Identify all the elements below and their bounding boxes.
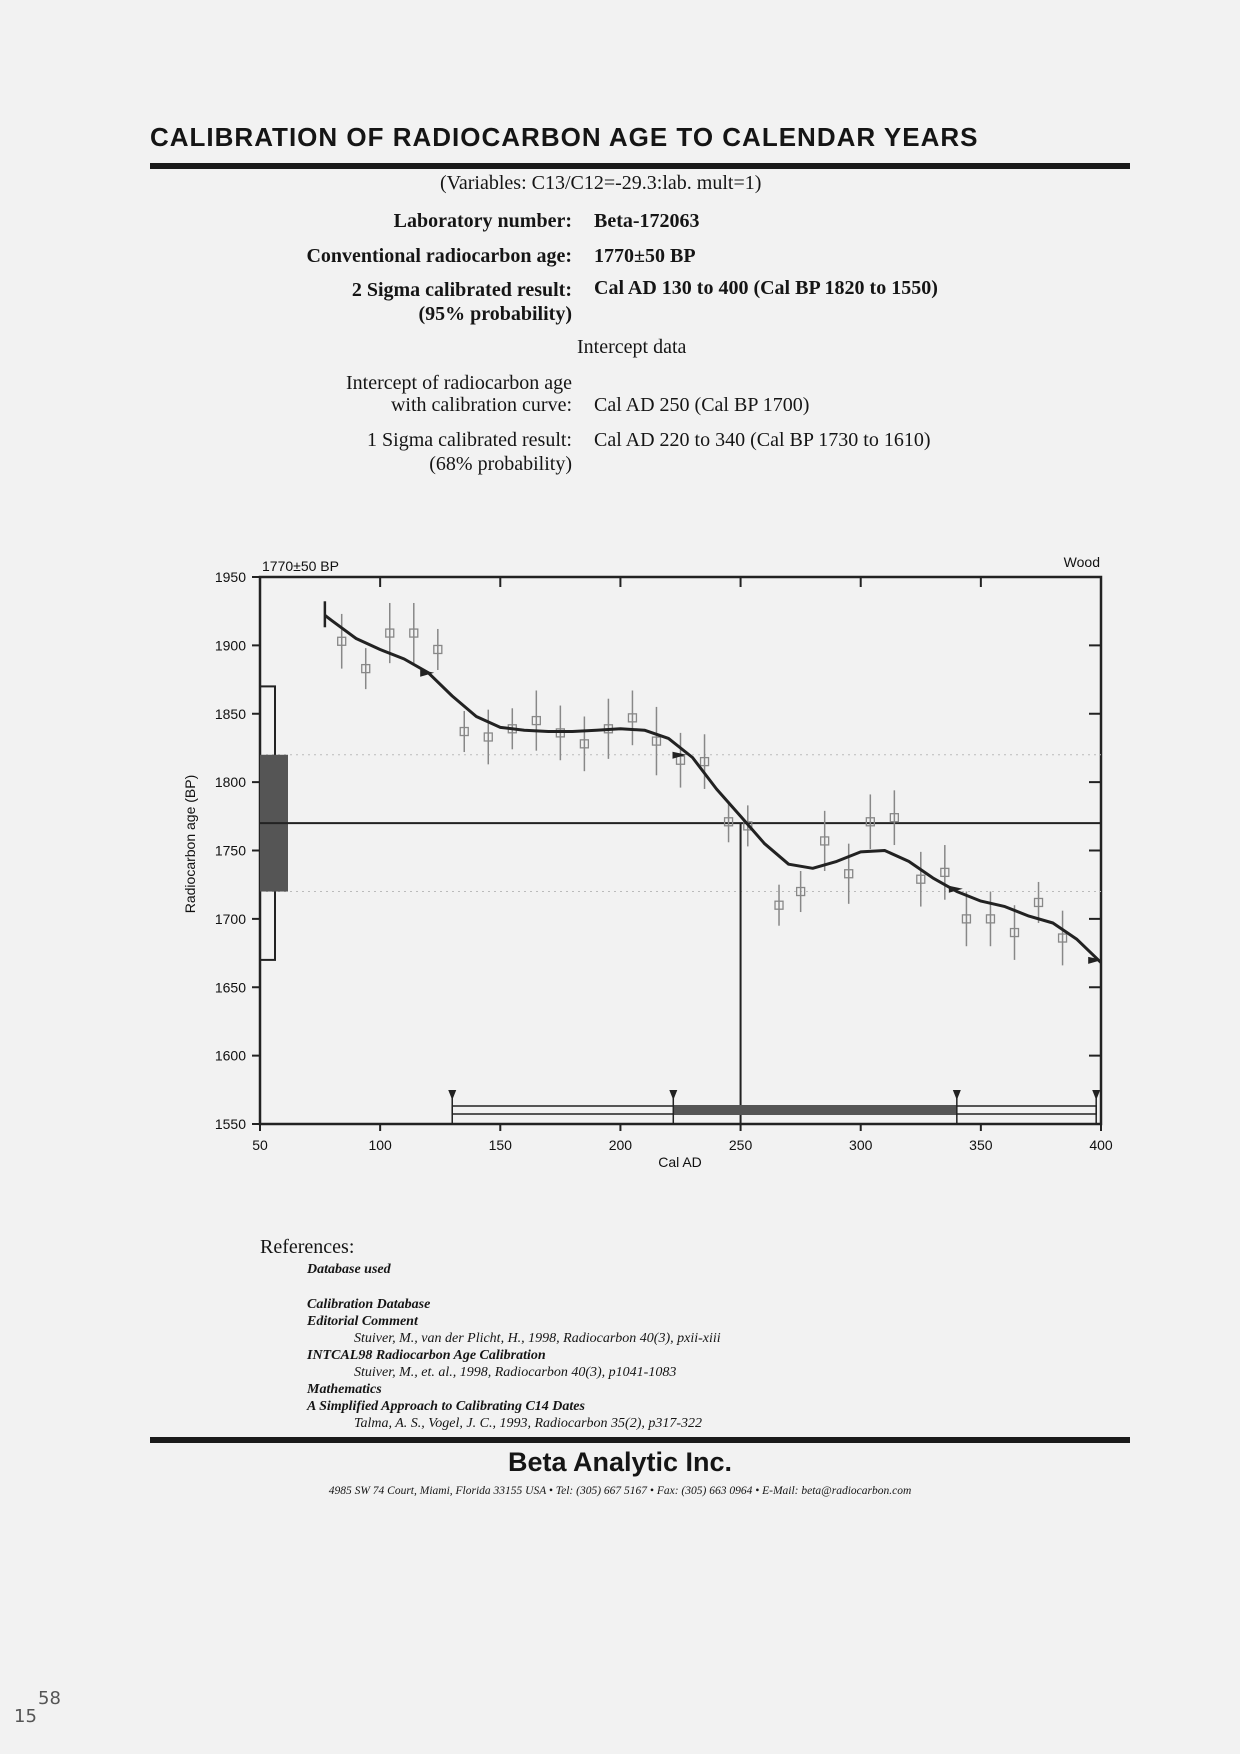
ref-line-intcal98: INTCAL98 Radiocarbon Age Calibration [307, 1348, 546, 1363]
references-title: References: [260, 1236, 355, 1258]
x-tick-label-400: 400 [1089, 1137, 1113, 1153]
footer-rule [150, 1437, 1130, 1443]
ref-line-database-used: Database used [307, 1262, 391, 1277]
x-tick-label-350: 350 [969, 1137, 993, 1153]
intercept-label-1: Intercept of radiocarbon age [346, 372, 572, 394]
cal-range-marker-3 [1092, 1090, 1100, 1100]
x-tick-label-300: 300 [849, 1137, 873, 1153]
y-tick-label-1600: 1600 [214, 1047, 246, 1064]
conventional-age-value: 1770±50 BP [594, 245, 696, 267]
x-tick-label-250: 250 [728, 1137, 753, 1153]
lab-number-label: Laboratory number: [393, 210, 572, 232]
ref-line-mathematics: Mathematics [307, 1382, 382, 1397]
conventional-age-label: Conventional radiocarbon age: [306, 245, 572, 267]
y-tick-label-1800: 1800 [214, 774, 246, 791]
y-tick-label-1900: 1900 [214, 637, 246, 654]
ref-line-editorial-comment: Editorial Comment [307, 1314, 418, 1329]
x-axis-label: Cal AD [658, 1154, 702, 1170]
sigma2-probability: (95% probability) [418, 303, 572, 325]
sigma1-cal-bar [673, 1105, 957, 1115]
y-tick-label-1750: 1750 [214, 842, 246, 859]
x-tick-label-150: 150 [488, 1137, 512, 1153]
sigma1-label: 1 Sigma calibrated result: [367, 429, 572, 451]
y-tick-label-1650: 1650 [214, 979, 246, 996]
ref-line-calibration-database: Calibration Database [307, 1297, 431, 1312]
variables-line: (Variables: C13/C12=-29.3:lab. mult=1) [440, 172, 762, 194]
y-tick-label-1950: 1950 [214, 569, 246, 585]
handwritten-note-58: 58 [38, 1688, 61, 1709]
calibration-curve [325, 615, 1101, 962]
intercept-value: Cal AD 250 (Cal BP 1700) [594, 394, 810, 416]
company-name: Beta Analytic Inc. [507, 1447, 733, 1477]
x-tick-label-50: 50 [252, 1137, 268, 1153]
cal-range-marker-2 [953, 1090, 961, 1100]
sigma1-value: Cal AD 220 to 340 (Cal BP 1730 to 1610) [594, 429, 931, 451]
y-tick-label-1550: 1550 [214, 1116, 246, 1132]
sigma2-value: Cal AD 130 to 400 (Cal BP 1820 to 1550) [594, 277, 938, 299]
lab-number-value: Beta-172063 [594, 210, 700, 232]
intercept-heading: Intercept data [577, 336, 687, 358]
x-tick-label-100: 100 [368, 1137, 392, 1153]
cal-range-marker-1 [669, 1090, 677, 1100]
x-tick-label-200: 200 [608, 1137, 633, 1153]
y-tick-label-1700: 1700 [214, 910, 246, 927]
chart-annotation-age: 1770±50 BP [262, 558, 339, 574]
sigma1-probability: (68% probability) [429, 453, 572, 475]
ref-line-simplified-approach: A Simplified Approach to Calibrating C14 Dates [307, 1399, 585, 1414]
page-title: CALIBRATION OF RADIOCARBON AGE TO CALENDAR YEARS [150, 122, 979, 152]
ref-line-talma-vogel: Talma, A. S., Vogel, J. C., 1993, Radiocarbon 35(2), p317-322 [354, 1416, 703, 1431]
y-tick-label-1850: 1850 [214, 705, 246, 722]
cal-range-marker-0 [448, 1090, 456, 1100]
ref-line-stuiver-etal: Stuiver, M., et. al., 1998, Radiocarbon 40(3), p1041-1083 [354, 1365, 677, 1380]
sigma2-label: 2 Sigma calibrated result: [351, 279, 572, 301]
intercept-label-2: with calibration curve: [390, 394, 572, 416]
y-axis-label: Radiocarbon age (BP) [182, 774, 198, 914]
handwritten-note-15: 15 [14, 1706, 37, 1727]
plot-frame [260, 577, 1101, 1124]
chart-annotation-material: Wood [1063, 554, 1100, 570]
ref-line-stuiver-plicht: Stuiver, M., van der Plicht, H., 1998, Radiocarbon 40(3), pxii-xiii [354, 1331, 721, 1346]
company-address: 4985 SW 74 Court, Miami, Florida 33155 USA • Tel: (305) 667 5167 • Fax: (305) 663 0964 • E-Mail: beta@radiocarbon.com [328, 1485, 912, 1497]
